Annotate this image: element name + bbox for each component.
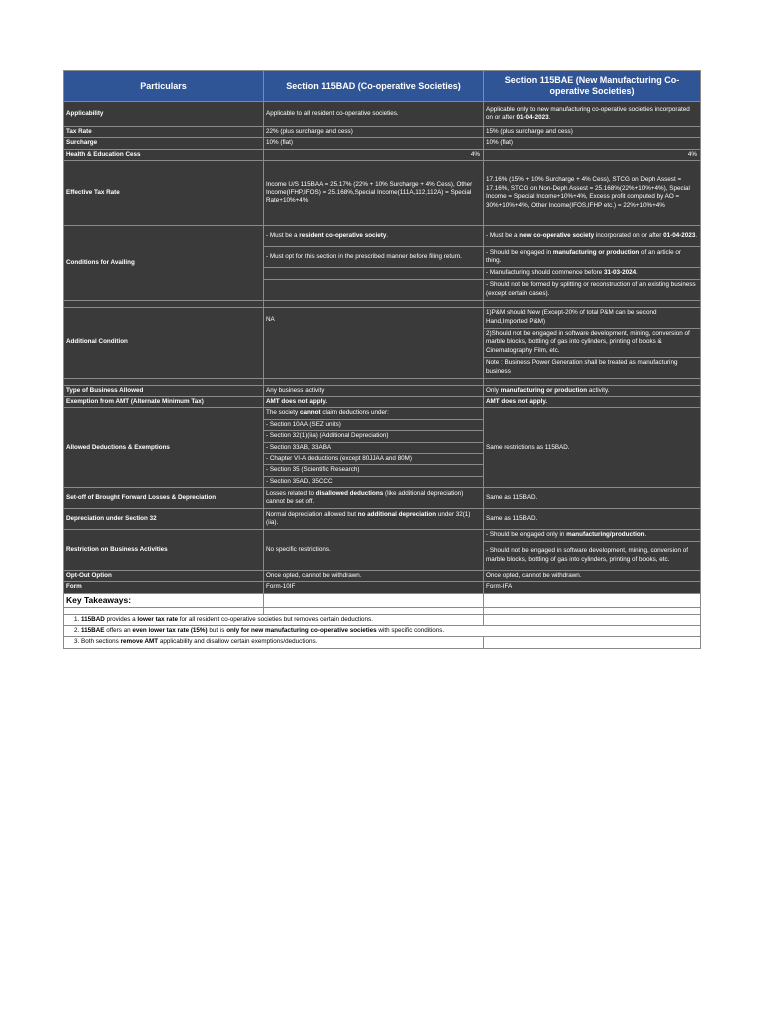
cell-applicability-115bae (484, 102, 701, 127)
blank-cell (484, 378, 701, 385)
takeaways-title-row (64, 593, 701, 607)
cell-restriction-115bae-2: - Should not be engaged in software development, mining, conversion of marble blocks, bottling of gas into cylinders, printing of books, etc. (484, 541, 701, 570)
cell-conditions-115bad-2: - Must opt for this section in the prescribed manner before filing return. (264, 247, 484, 268)
text-part: 3. Both sections (74, 638, 121, 646)
kt-empty-cell (64, 607, 264, 614)
text-part: incorporated on or after (594, 232, 664, 240)
label-amt: Exemption from AMT (Alternate Minimum Tax) (64, 397, 264, 408)
cell-deductions-115bad (264, 408, 484, 488)
label-applicability: Applicability (64, 102, 264, 127)
text-part: activity. (587, 386, 610, 394)
cell-cess-115bae: 4% (484, 149, 701, 160)
cell-setoff-115bae: Same as 115BAD. (484, 488, 701, 509)
comparison-sheet (63, 70, 700, 649)
cell-restriction-115bae-1 (484, 530, 701, 541)
text-bold: new co-operative society (519, 232, 595, 240)
cell-conditions-115bae-2 (484, 247, 701, 268)
takeaway-2 (64, 625, 701, 636)
text-part: of an article or thing. (486, 248, 681, 265)
text-part: (like additional depreciation) cannot be set off. (266, 489, 464, 506)
cell-form-115bae: Form-IFA (484, 582, 701, 593)
text-bold: 31-03-2024 (603, 269, 637, 277)
text-bold: manufacturing or production (500, 386, 588, 394)
kt-blank-row (64, 607, 701, 614)
text-part: - Must be a (266, 232, 300, 240)
kt-empty-cell (264, 593, 484, 607)
deduction-line: - Chapter VI-A deductions (except 80JJAA and 80M) (264, 454, 483, 465)
text-part: provides a (104, 615, 138, 623)
row-restriction (64, 530, 701, 541)
text-part: . (548, 114, 551, 121)
text-bold: 115BAE (81, 626, 105, 634)
row-amt (64, 397, 701, 408)
row-effective-tax-rate (64, 161, 701, 226)
cell-conditions-115bad-1 (264, 226, 484, 247)
text-bold: resident co-operative society (299, 232, 387, 240)
cell-restriction-115bad: No specific restrictions. (264, 530, 484, 570)
cell-tax-rate-115bae: 15% (plus surcharge and cess) (484, 127, 701, 138)
cell-amt-115bad: AMT does not apply. (264, 397, 484, 408)
text-part: Only (486, 386, 501, 394)
cell-applicability-115bad: Applicable to all resident co-operative societies. (264, 102, 484, 127)
text-part: The society (266, 409, 300, 417)
text-bold: 01-04-2023 (516, 114, 549, 121)
text-bold: no additional depreciation (357, 510, 437, 518)
deduction-line (264, 408, 483, 419)
label-deductions: Allowed Deductions & Exemptions (64, 408, 264, 488)
text-part: Applicable only to new manufacturing co-operative societies incorporated on or after (486, 105, 690, 121)
kt-empty-cell (484, 637, 701, 648)
text-part: with specific conditions. (376, 626, 445, 634)
text-part: claim deductions under: (320, 409, 389, 417)
cell-setoff-115bad (264, 488, 484, 509)
text-part: under 32(1)(iia). (266, 510, 471, 527)
text-part: . (386, 232, 389, 240)
cell-depreciation-115bad (264, 509, 484, 530)
text-bold: disallowed deductions (315, 489, 384, 497)
text-part: Normal depreciation allowed but (266, 510, 358, 518)
cell-conditions-115bae-3 (484, 268, 701, 279)
cell-optout-115bae: Once opted, cannot be withdrawn. (484, 570, 701, 581)
kt-empty-cell (484, 614, 701, 625)
cell-conditions-115bad-4 (264, 279, 484, 300)
row-optout (64, 570, 701, 581)
takeaway-row-2 (64, 625, 701, 636)
text-part: . (644, 531, 647, 539)
row-additional (64, 307, 701, 328)
cell-surcharge-115bae: 10% (flat) (484, 138, 701, 149)
text-bold: cannot (299, 409, 321, 417)
cell-conditions-115bae-4: - Should not be formed by splitting or reconstruction of an existing business (except certain cases). (484, 279, 701, 300)
text-bold: lower tax rate (137, 615, 178, 623)
blank-row (64, 378, 701, 385)
text-part: - Manufacturing should commence before (486, 269, 604, 277)
text-part: Losses related to (266, 489, 316, 497)
text-bold: remove AMT (120, 638, 159, 646)
kt-empty-cell (264, 607, 484, 614)
text-bold: 01-04-2023 (663, 232, 696, 240)
label-surcharge: Surcharge (64, 138, 264, 149)
text-part: . (636, 269, 638, 277)
label-restriction: Restriction on Business Activities (64, 530, 264, 570)
text-bold: even lower tax rate (15%) (132, 626, 208, 634)
header-particulars: Particulars (64, 71, 264, 102)
text-bold: manufacturing/production (566, 531, 645, 539)
takeaway-row-3 (64, 637, 701, 648)
takeaway-3 (64, 637, 484, 648)
text-part: but is (207, 626, 227, 634)
text-bold: only for new manufacturing co-operative societies (226, 626, 377, 634)
text-bold: 115BAD (81, 615, 105, 623)
cell-additional-115bad: NA (264, 307, 484, 378)
row-depreciation (64, 509, 701, 530)
cell-cess-115bad: 4% (264, 149, 484, 160)
text-part: for all resident co-operative societies but removes certain deductions. (178, 615, 373, 623)
takeaway-1 (64, 614, 484, 625)
kt-empty-cell (484, 593, 701, 607)
blank-cell (484, 300, 701, 307)
label-depreciation: Depreciation under Section 32 (64, 509, 264, 530)
cell-conditions-115bae-1 (484, 226, 701, 247)
cell-form-115bad: Form-10IF (264, 582, 484, 593)
text-part: - Must be a (486, 232, 520, 240)
row-conditions (64, 226, 701, 247)
cell-depreciation-115bae: Same as 115BAD. (484, 509, 701, 530)
blank-row (64, 300, 701, 307)
cell-additional-115bae-2: 2)Should not be engaged in software development, mining, conversion of marble blocks, bottling of gas into cylinders, printing of books & Cinematography Film, etc. (484, 328, 701, 357)
row-surcharge (64, 138, 701, 149)
label-business: Type of Business Allowed (64, 385, 264, 396)
deduction-line: - Section 33AB, 33ABA (264, 443, 483, 454)
label-additional: Additional Condition (64, 307, 264, 378)
cell-optout-115bad: Once opted, cannot be withdrawn. (264, 570, 484, 581)
row-form (64, 582, 701, 593)
header-115bae: Section 115BAE (New Manufacturing Co-operative Societies) (484, 71, 701, 102)
label-conditions: Conditions for Availing (64, 226, 264, 300)
header-115bad: Section 115BAD (Co-operative Societies) (264, 71, 484, 102)
deduction-line: - Section 32(1)(iia) (Additional Depreciation) (264, 431, 483, 442)
text-bold: manufacturing or production (552, 248, 640, 256)
cell-deductions-115bae: Same restrictions as 115BAD. (484, 408, 701, 488)
label-form: Form (64, 582, 264, 593)
cell-effective-115bad: Income U/S 115BAA = 25.17% (22% + 10% Surcharge + 4% Cess), Other Income(IFHP,IFOS) = 25.168%,Special Income(111A,112,112A) = Special Rate+10%+4% (264, 161, 484, 226)
row-cess (64, 149, 701, 160)
cell-surcharge-115bad: 10% (flat) (264, 138, 484, 149)
text-part: - Should be engaged in (486, 248, 553, 256)
kt-empty-cell (484, 607, 701, 614)
row-deductions (64, 408, 701, 488)
row-setoff (64, 488, 701, 509)
label-tax-rate: Tax Rate (64, 127, 264, 138)
deduction-line: - Section 10AA (SEZ units) (264, 420, 483, 431)
cell-additional-115bae-1: 1)P&M should New (Except-20% of total P&M can be second Hand,Imported P&M) (484, 307, 701, 328)
comparison-table (63, 70, 701, 649)
row-tax-rate (64, 127, 701, 138)
takeaway-row-1 (64, 614, 701, 625)
cell-conditions-115bad-3 (264, 268, 484, 279)
deduction-line: - Section 35 (Scientific Research) (264, 465, 483, 476)
text-part: 1. (74, 615, 82, 623)
row-business (64, 385, 701, 396)
blank-cell (64, 378, 264, 385)
text-part: 2. (74, 626, 82, 634)
cell-amt-115bae: AMT does not apply. (484, 397, 701, 408)
blank-cell (264, 300, 484, 307)
blank-cell (64, 300, 264, 307)
cell-business-115bad: Any business activity (264, 385, 484, 396)
blank-cell (264, 378, 484, 385)
cell-additional-115bae-3: Note : Business Power Generation shall be treated as manufacturing business (484, 357, 701, 378)
row-applicability (64, 102, 701, 127)
label-effective: Effective Tax Rate (64, 161, 264, 226)
cell-tax-rate-115bad: 22% (plus surcharge and cess) (264, 127, 484, 138)
text-part: applicability and disallow certain exemptions/deductions. (158, 638, 318, 646)
text-part: - Should be engaged only in (486, 531, 567, 539)
cell-effective-115bae: 17.16% (15% + 10% Surcharge + 4% Cess), STCG on Deph Assest = 17.16%, STCG on Non-Deph Assest = 25.168%(22%+10%+4%), Special Income = Special Income+10%+4%, Excess profit computed by AO = 30%+10%+4%, Other Income(IFOS,IFHP etc.) = 22%+10%+4% (484, 161, 701, 226)
cell-business-115bae (484, 385, 701, 396)
text-part: . (695, 232, 698, 240)
text-part: offers an (104, 626, 133, 634)
label-setoff: Set-off of Brought Forward Losses & Depreciation (64, 488, 264, 509)
header-row (64, 71, 701, 102)
label-cess: Health & Education Cess (64, 149, 264, 160)
deduction-line: - Section 35AD, 35CCC (266, 477, 333, 485)
takeaways-title: Key Takeaways: (64, 593, 264, 607)
label-optout: Opt-Out Option (64, 570, 264, 581)
